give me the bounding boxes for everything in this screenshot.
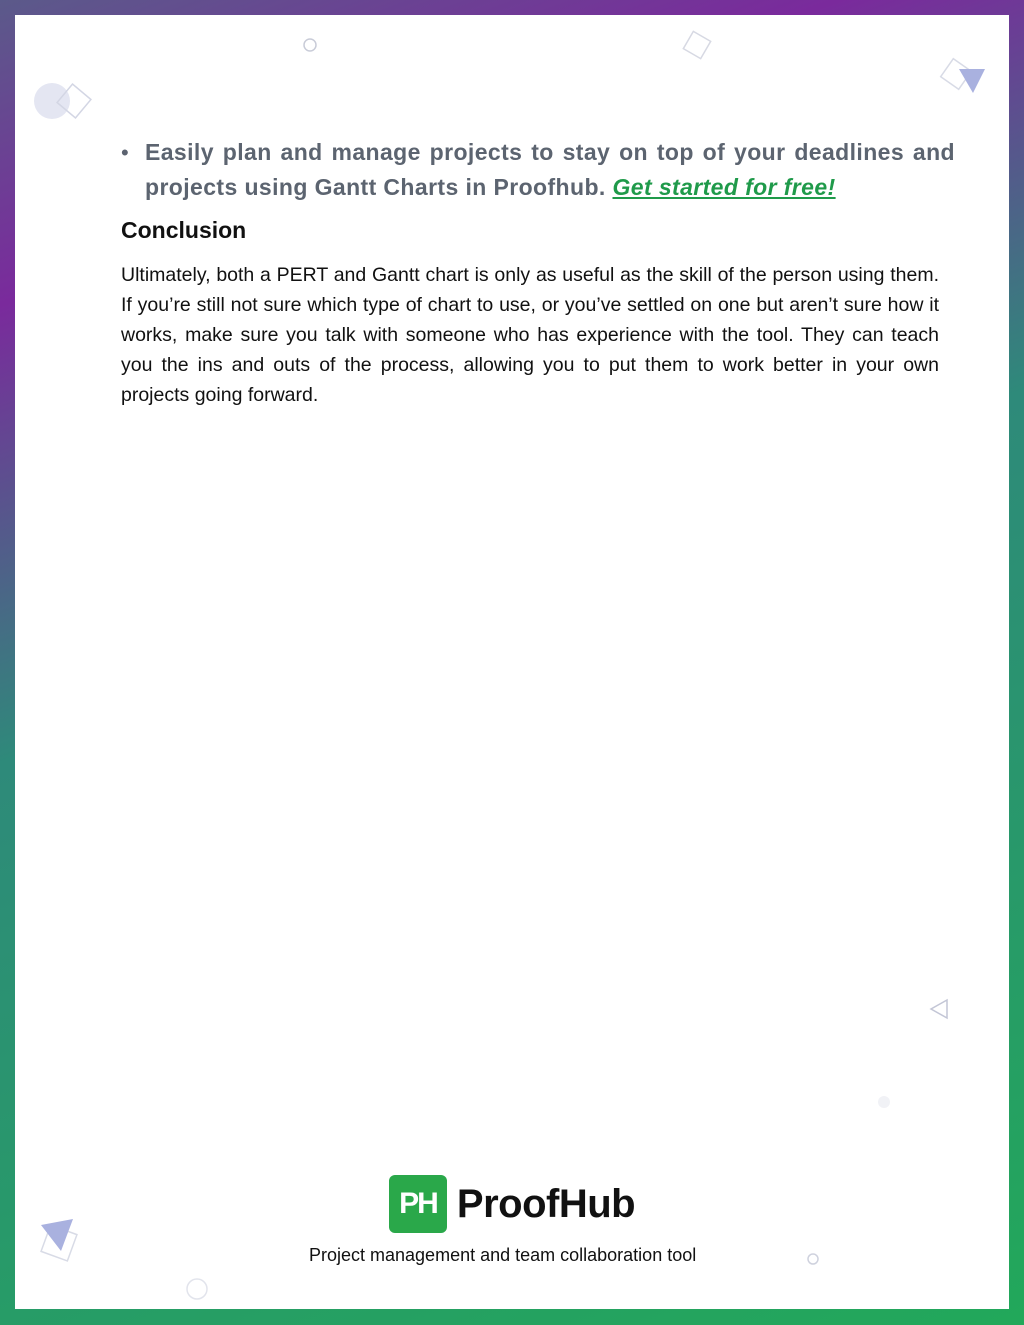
bullet-text — [145, 135, 955, 205]
document-page — [15, 15, 1009, 1309]
footer-tagline: Project management and team collaboration tool — [309, 1245, 697, 1265]
decorative-blob-shape — [30, 77, 100, 127]
decorative-triangle-shape — [937, 55, 987, 105]
decorative-dot-shape — [875, 1093, 893, 1111]
decorative-circle-shape — [183, 1275, 211, 1303]
decorative-circle-shape — [302, 37, 318, 53]
conclusion-paragraph: Ultimately, both a PERT and Gantt chart is only as useful as the skill of the person using them. If you’re still not sure which type of chart to use, or you’ve settled on one but aren’t sure how it works, make sure you talk with someone who has experience with the tool. They can teach you the ins and outs of the process, allowing you to put them to work better in your own projects going forward. — [121, 264, 939, 406]
proofhub-wordmark: ProofHub — [456, 1181, 636, 1226]
proofhub-logo — [389, 1175, 635, 1233]
conclusion-heading: Conclusion — [121, 217, 247, 243]
footer-branding — [15, 1175, 1009, 1266]
main-content — [121, 135, 955, 410]
proofhub-logo-mark: PH — [389, 1175, 447, 1233]
get-started-link[interactable]: Get started for free! — [612, 174, 836, 200]
bullet-item — [121, 135, 955, 205]
bullet-dot-icon: • — [121, 140, 129, 165]
decorative-diamond-shape — [677, 25, 717, 65]
decorative-triangle-outline-shape — [927, 997, 951, 1021]
bullet-body-text: Easily plan and manage projects to stay on top of your deadlines and projects using Gantt Charts in Proofhub. — [145, 139, 955, 200]
